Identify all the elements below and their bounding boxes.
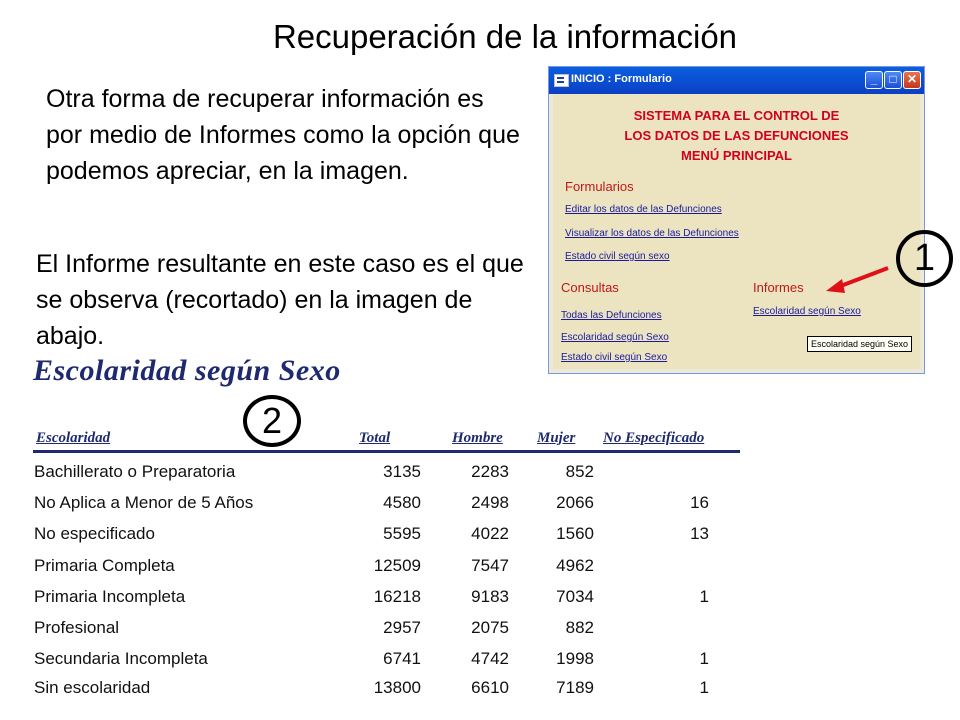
header-no-especificado: No Especificado — [603, 430, 705, 446]
row-escolaridad: Bachillerato o Preparatoria — [34, 462, 236, 481]
row-hombre: 6610 — [471, 678, 509, 697]
menu-heading — [553, 106, 920, 166]
row-total: 4580 — [383, 493, 421, 512]
link-todas-defunciones[interactable]: Todas las Defunciones — [561, 310, 662, 321]
row-hombre: 2498 — [471, 493, 509, 512]
callout-1: 1 — [896, 230, 953, 287]
link-estado-civil-form[interactable]: Estado civil según sexo — [565, 251, 670, 262]
window-title: INICIO : Formulario — [571, 73, 672, 85]
row-total: 16218 — [373, 587, 421, 606]
callout-2: 2 — [243, 395, 301, 447]
header-rule — [33, 450, 740, 453]
header-mujer: Mujer — [537, 430, 576, 446]
link-escolaridad-consulta[interactable]: Escolaridad según Sexo — [561, 332, 669, 343]
table-row — [0, 649, 740, 679]
row-total: 6741 — [383, 649, 421, 668]
window-titlebar[interactable] — [549, 67, 924, 94]
row-no-especificado: 16 — [690, 493, 709, 512]
row-mujer: 2066 — [556, 493, 594, 512]
row-mujer: 7034 — [556, 587, 594, 606]
access-form-window — [548, 66, 925, 374]
row-total: 5595 — [383, 524, 421, 543]
row-no-especificado: 13 — [690, 524, 709, 543]
table-row — [0, 618, 740, 648]
row-no-especificado: 1 — [699, 678, 709, 697]
link-editar-defunciones[interactable]: Editar los datos de las Defunciones — [565, 204, 722, 215]
result-paragraph: El Informe resultante en este caso es el que se observa (recortado) en la imagen de abajo. — [36, 250, 524, 350]
form-icon — [554, 74, 569, 87]
row-hombre: 4742 — [471, 649, 509, 668]
heading-line-1: SISTEMA PARA EL CONTROL DE — [633, 108, 840, 123]
row-mujer: 1998 — [556, 649, 594, 668]
table-row — [0, 462, 740, 492]
row-mujer: 1560 — [556, 524, 594, 543]
row-hombre: 2283 — [471, 462, 509, 481]
row-hombre: 2075 — [471, 618, 509, 637]
row-total: 3135 — [383, 462, 421, 481]
row-hombre: 9183 — [471, 587, 509, 606]
report-title: Escolaridad según Sexo — [33, 354, 341, 387]
table-row — [0, 587, 740, 617]
header-total: Total — [359, 430, 391, 446]
formularios-label: Formularios — [565, 179, 634, 194]
row-escolaridad: No Aplica a Menor de 5 Años — [34, 493, 254, 512]
heading-line-2: LOS DATOS DE LAS DEFUNCIONES — [624, 128, 849, 143]
table-row — [0, 556, 740, 586]
link-visualizar-defunciones[interactable]: Visualizar los datos de las Defunciones — [565, 228, 739, 239]
row-hombre: 4022 — [471, 524, 509, 543]
row-total: 13800 — [373, 678, 421, 697]
link-escolaridad-informe[interactable]: Escolaridad según Sexo — [753, 306, 861, 317]
maximize-button[interactable]: □ — [884, 71, 902, 89]
slide-title: Recuperación de la información — [272, 18, 738, 55]
row-hombre: 7547 — [471, 556, 509, 575]
row-escolaridad: Profesional — [34, 618, 120, 637]
row-escolaridad: Primaria Incompleta — [34, 587, 186, 606]
row-mujer: 4962 — [556, 556, 594, 575]
table-row — [0, 493, 740, 523]
minimize-button[interactable]: _ — [865, 71, 883, 89]
row-mujer: 882 — [565, 618, 594, 637]
table-row — [0, 678, 740, 708]
close-button[interactable]: ✕ — [903, 71, 921, 89]
row-escolaridad: Sin escolaridad — [34, 678, 151, 697]
row-mujer: 7189 — [556, 678, 594, 697]
row-escolaridad: Secundaria Incompleta — [34, 649, 208, 668]
row-mujer: 852 — [565, 462, 594, 481]
header-hombre: Hombre — [452, 430, 503, 446]
consultas-label: Consultas — [561, 280, 619, 295]
row-escolaridad: Primaria Completa — [34, 556, 175, 575]
table-row — [0, 524, 740, 554]
form-body — [553, 94, 920, 369]
intro-paragraph: Otra forma de recuperar información es por medio de Informes como la opción que podemos apreciar, en la imagen. — [46, 85, 520, 185]
header-escolaridad: Escolaridad — [36, 430, 111, 446]
row-escolaridad: No especificado — [34, 524, 155, 543]
link-tooltip: Escolaridad según Sexo — [807, 336, 912, 352]
row-total: 12509 — [373, 556, 421, 575]
heading-line-3: MENÚ PRINCIPAL — [681, 148, 792, 163]
informes-label: Informes — [753, 280, 804, 295]
link-estado-civil-consulta[interactable]: Estado civil según Sexo — [561, 352, 668, 363]
row-no-especificado: 1 — [699, 649, 709, 668]
row-no-especificado: 1 — [699, 587, 709, 606]
row-total: 2957 — [383, 618, 421, 637]
